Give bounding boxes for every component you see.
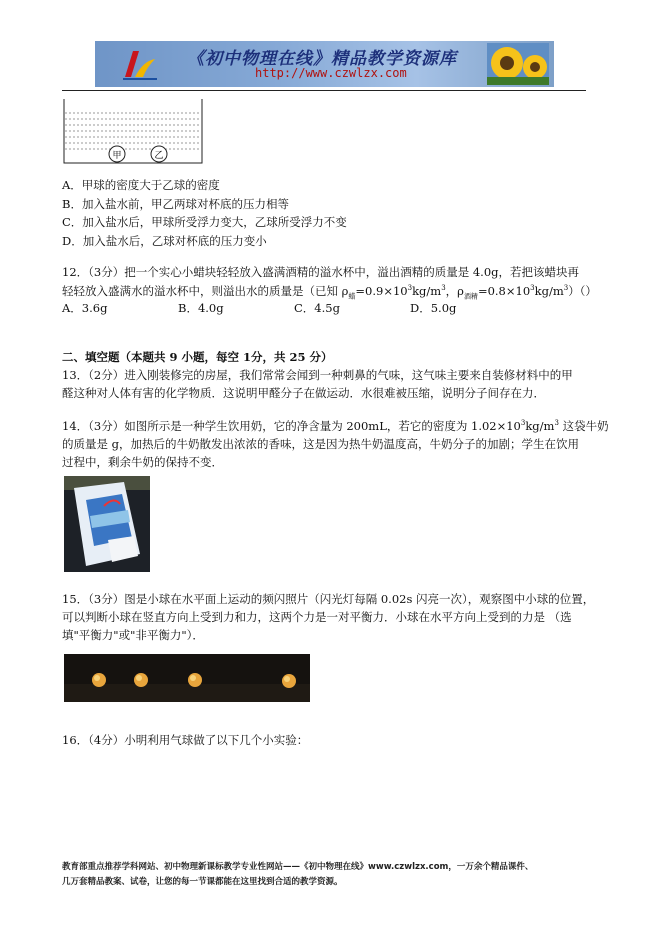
q11-option-a: A．甲球的密度大于乙球的密度 bbox=[62, 178, 220, 192]
section2-title: 二、填空题（本题共 9 小题，每空 1分，共 25 分） bbox=[62, 350, 333, 364]
strobe-photo-image bbox=[64, 654, 310, 702]
logo-icon bbox=[119, 47, 159, 81]
footer bbox=[62, 860, 533, 890]
sunflower-image bbox=[487, 43, 549, 85]
q14-line3: 过程中，剩余牛奶的保持不变． bbox=[62, 455, 223, 469]
footer-line1: 教育部重点推荐学科网站、初中物理新课标教学专业性网站——《初中物理在线》www.czwlzx.com，一万余个精品课件、 bbox=[62, 862, 534, 872]
ball-a-label: 甲 bbox=[112, 151, 122, 161]
q15-line3: 填"平衡力"或"非平衡力"）． bbox=[62, 628, 204, 642]
q14-line2: 的质量是 g，加热后的牛奶散发出浓浓的香味，这是因为热牛奶温度高，牛奶分子的加剧；学生在饮用 bbox=[62, 437, 580, 451]
tank-figure bbox=[62, 97, 207, 167]
ball-b-label: 乙 bbox=[154, 151, 164, 161]
q15-line2: 可以判断小球在竖直方向上受到力和力，这两个力是一对平衡力．小球在水平方向上受到的力是 （选 bbox=[62, 610, 572, 624]
q13-line2: 醛这种对人体有害的化学物质．这说明甲醛分子在做运动．水很难被压缩，说明分子间存在力． bbox=[62, 386, 545, 400]
q12-option-c: C．4.5g bbox=[294, 301, 340, 315]
q14-line1: 14．（3分）如图所示是一种学生饮用奶，它的净含量为 200mL，若它的密度为 $1.02\times 10^3kg/m^3$ 这袋牛奶 bbox=[62, 419, 609, 433]
banner-url: http://www.czwlzx.com bbox=[255, 66, 407, 80]
q12-option-a: A．3.6g bbox=[62, 301, 108, 315]
header-banner bbox=[95, 41, 554, 87]
q16-line1: 16．（4分）小明利用气球做了以下几个小实验： bbox=[62, 733, 309, 747]
banner-title: 《初中物理在线》精品教学资源库 bbox=[187, 49, 457, 69]
q13-line1: 13．（2分）进入刚装修完的房屋，我们常常会闻到一种刺鼻的气味，这气味主要来自装修材料中的甲 bbox=[62, 368, 573, 382]
q12-option-d: D．5.0g bbox=[410, 301, 457, 315]
q15-line1: 15．（3分）图是小球在水平面上运动的频闪照片（闪光灯每隔 0.02s 闪亮一次），观察图中小球的位置， bbox=[62, 592, 595, 606]
q11-option-c: C．加入盐水后，甲球所受浮力变大，乙球所受浮力不变 bbox=[62, 215, 347, 229]
milk-bag-image bbox=[64, 476, 150, 572]
q12-line1: 12．（3分）把一个实心小蜡块轻轻放入盛满酒精的溢水杯中，溢出酒精的质量是 4.0g，若把该蜡块再 bbox=[62, 265, 580, 279]
header-rule bbox=[62, 90, 586, 91]
q12-line2: 轻轻放入盛满水的溢水杯中，则溢出水的质量是（已知 $\rho_蜡=0.9\times 10^3kg/m^3$，$\rho_{酒精}=0.8\times 10^3kg/m^3)()$ bbox=[62, 284, 597, 301]
q12-option-b: B．4.0g bbox=[178, 301, 224, 315]
footer-line2: 几万套精品教案、试卷，让您的每一节课都能在这里找到合适的教学资源。 bbox=[62, 877, 343, 887]
q11-option-b: B．加入盐水前，甲乙两球对杯底的压力相等 bbox=[62, 197, 289, 211]
q11-option-d: D．加入盐水后，乙球对杯底的压力变小 bbox=[62, 234, 267, 248]
